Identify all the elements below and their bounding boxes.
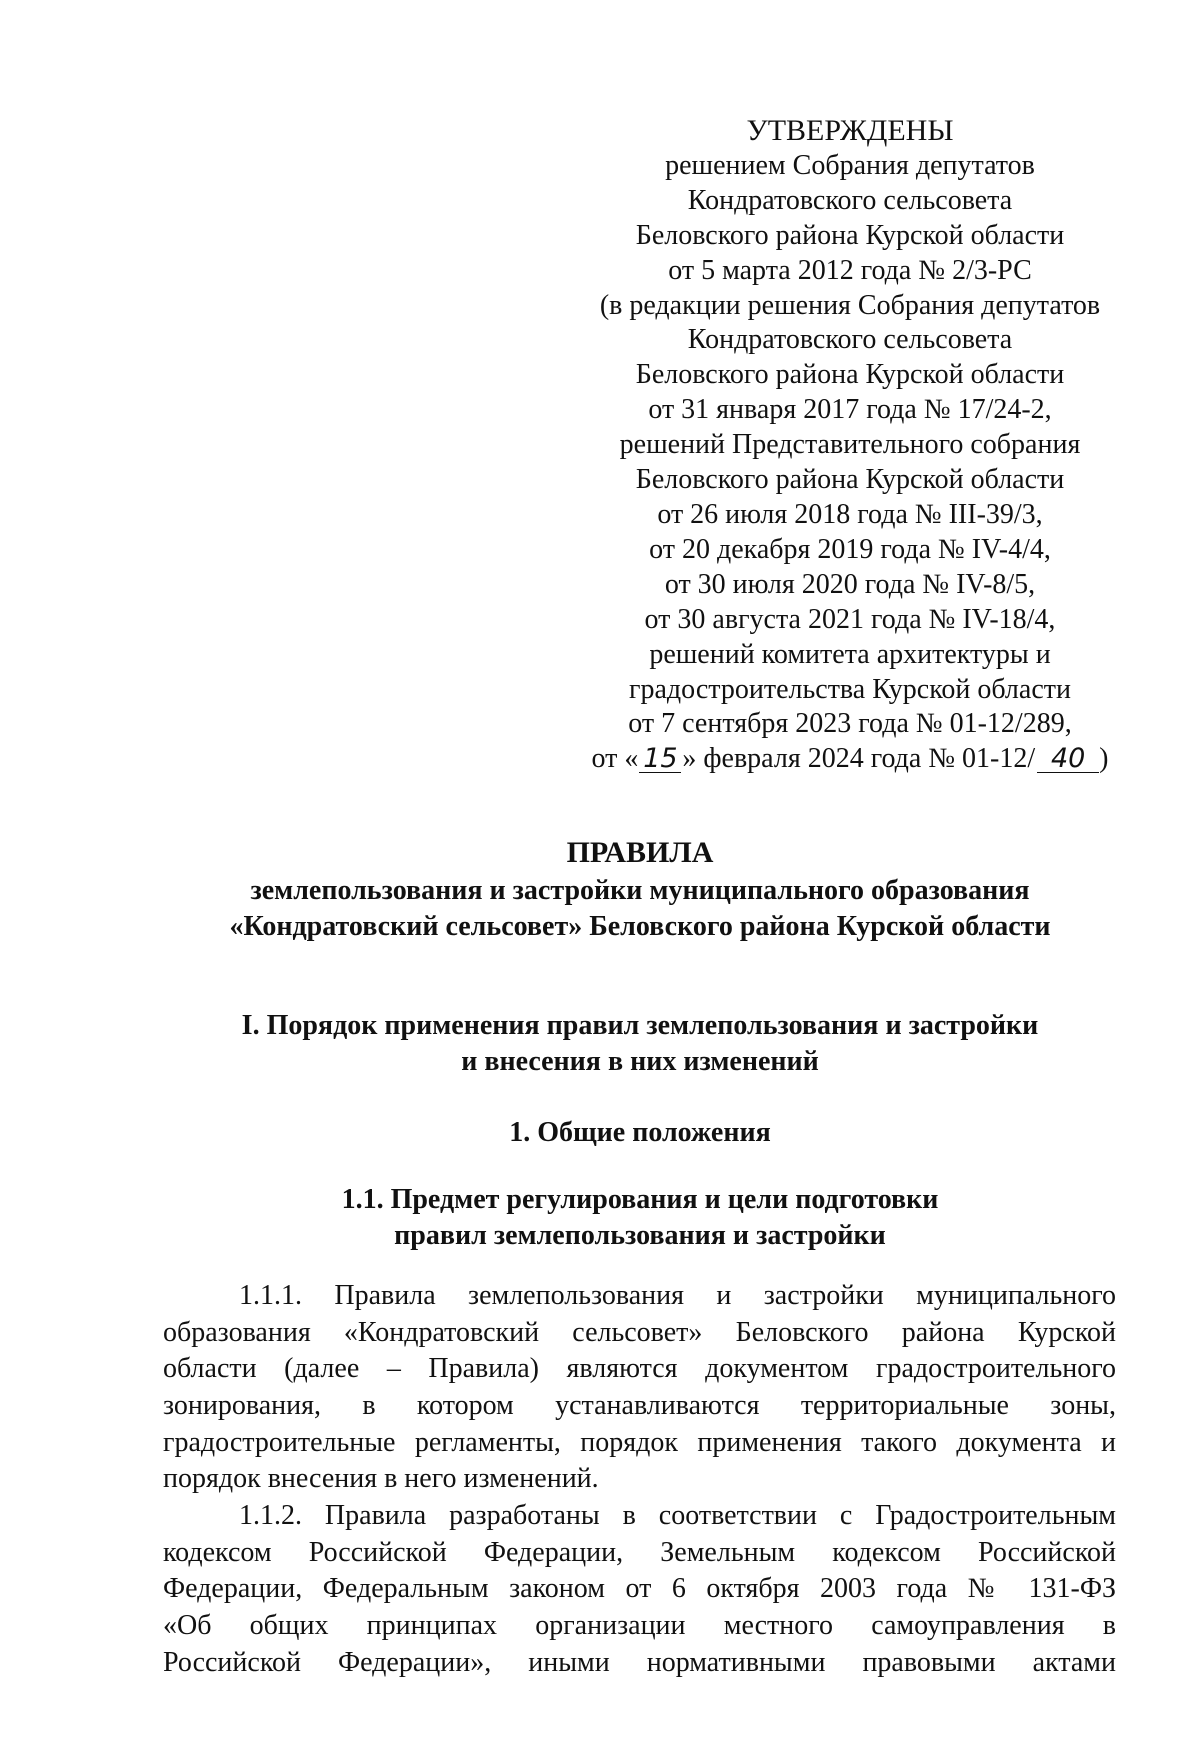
paragraph-1-1-1 xyxy=(163,1278,1116,1498)
paragraph-line: 1.1.2. Правила разработаны в соответствии с Градостроительным xyxy=(239,1500,1116,1531)
approval-line: от 7 сентября 2023 года № 01-12/289, xyxy=(628,708,1072,740)
document-subtitle-line2: «Кондратовский сельсовет» Беловского района Курской области xyxy=(229,911,1051,942)
document-title: ПРАВИЛА xyxy=(566,836,714,869)
paragraph-line: зонирования, в котором устанавливаются территориальные зоны, xyxy=(163,1390,1116,1422)
approval-line: от 20 декабря 2019 года № IV-4/4, xyxy=(649,533,1051,565)
approval-last-prefix: от « xyxy=(591,743,639,775)
approval-line: от 30 июля 2020 года № IV-8/5, xyxy=(664,568,1036,600)
paragraph-line: порядок внесения в него изменений. xyxy=(163,1463,599,1495)
section-heading-line2: и внесения в них изменений xyxy=(461,1046,819,1077)
approval-last-middle: » февраля 2024 года № 01-12/ xyxy=(682,743,1036,775)
approval-line: градостроительства Курской области xyxy=(629,673,1071,705)
paragraph-line: градостроительные регламенты, порядок применения такого документа и xyxy=(163,1426,1116,1458)
approval-line: Беловского района Курской области xyxy=(635,464,1065,496)
subsection-heading-line1: 1.1. Предмет регулирования и цели подготовки xyxy=(341,1184,939,1215)
approval-line: решений Представительного собрания xyxy=(619,429,1081,461)
paragraph-line: Российской Федерации», иными нормативными правовыми актами xyxy=(163,1646,1116,1678)
paragraph-line: Федерации, Федеральным законом от 6 октября 2003 года № 131-ФЗ xyxy=(163,1573,1116,1605)
approval-line: от 30 августа 2021 года № IV-18/4, xyxy=(644,603,1056,635)
approval-line: Кондратовского сельсовета xyxy=(687,184,1013,216)
section-heading-line1: I. Порядок применения правил землепользования и застройки xyxy=(241,1010,1039,1041)
approval-line: Кондратовского сельсовета xyxy=(687,324,1013,356)
handwritten-number: 40 xyxy=(1037,746,1099,773)
chapter-heading: 1. Общие положения xyxy=(509,1117,771,1148)
paragraph-line: 1.1.1. Правила землепользования и застройки муниципального xyxy=(239,1280,1116,1311)
document-subtitle-line1: землепользования и застройки муниципального образования xyxy=(250,875,1030,906)
approval-last-suffix: ) xyxy=(1099,743,1109,775)
approval-heading: УТВЕРЖДЕНЫ xyxy=(746,114,954,147)
handwritten-day: 15 xyxy=(639,746,681,773)
approval-line: Беловского района Курской области xyxy=(635,219,1065,251)
subsection-heading-line2: правил землепользования и застройки xyxy=(394,1220,886,1251)
approval-line: от 5 марта 2012 года № 2/3-РС xyxy=(668,254,1032,286)
approval-stamp-block xyxy=(580,114,1120,777)
approval-line: Беловского района Курской области xyxy=(635,359,1065,391)
approval-last-line xyxy=(580,742,1120,777)
approval-line: (в редакции решения Собрания депутатов xyxy=(599,289,1101,321)
paragraph-line: кодексом Российской Федерации, Земельным кодексом Российской xyxy=(163,1536,1116,1568)
approval-line: решений комитета архитектуры и xyxy=(649,638,1051,670)
approval-line: от 31 января 2017 года № 17/24-2, xyxy=(648,394,1052,426)
approval-line: от 26 июля 2018 года № III-39/3, xyxy=(657,498,1043,530)
paragraph-line: «Об общих принципах организации местного самоуправления в xyxy=(163,1610,1116,1642)
paragraph-1-1-2 xyxy=(163,1498,1116,1681)
paragraph-line: образования «Кондратовский сельсовет» Беловского района Курской xyxy=(163,1316,1116,1348)
paragraph-line: области (далее – Правила) являются документом градостроительного xyxy=(163,1353,1116,1385)
approval-line: решением Собрания депутатов xyxy=(665,149,1035,181)
